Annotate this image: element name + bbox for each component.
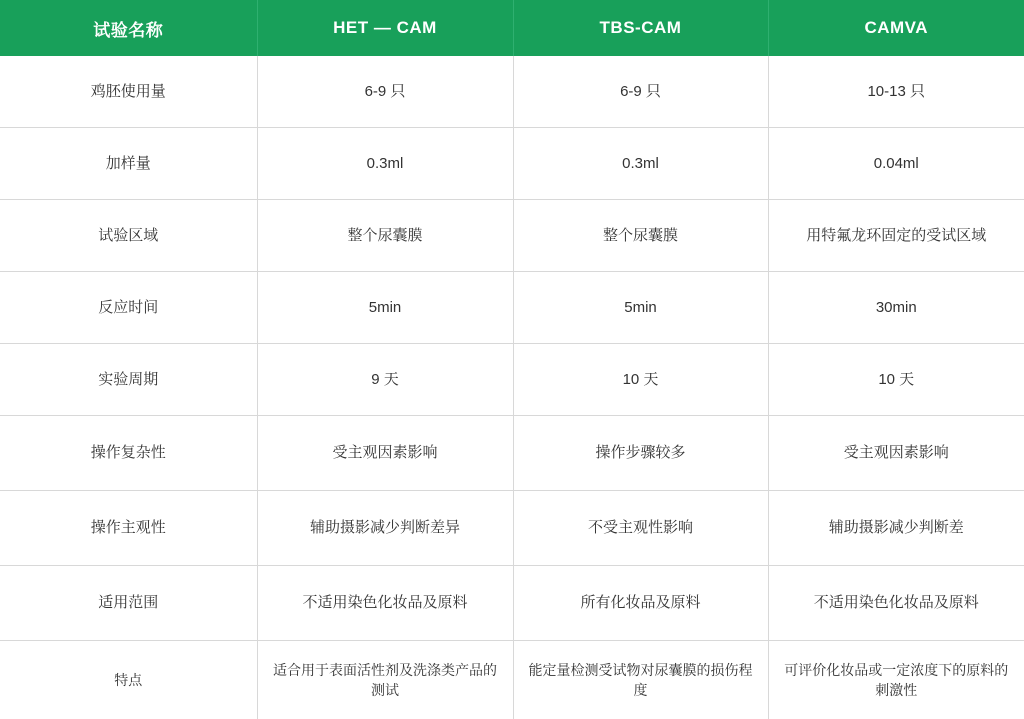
cell-camva: 不适用染色化妆品及原料: [768, 566, 1024, 641]
cell-het-cam: 整个尿囊膜: [257, 200, 513, 272]
row-label: 实验周期: [0, 344, 257, 416]
cell-het-cam: 6-9 只: [257, 56, 513, 128]
cell-camva: 受主观因素影响: [768, 416, 1024, 491]
cell-camva: 0.04ml: [768, 128, 1024, 200]
cell-tbs-cam: 所有化妆品及原料: [513, 566, 768, 641]
cell-het-cam: 辅助摄影减少判断差异: [257, 491, 513, 566]
cell-tbs-cam: 5min: [513, 272, 768, 344]
cell-camva: 用特氟龙环固定的受试区域: [768, 200, 1024, 272]
column-header-het-cam: HET — CAM: [257, 0, 513, 56]
cell-camva: 辅助摄影减少判断差: [768, 491, 1024, 566]
cell-het-cam: 适合用于表面活性剂及洗涤类产品的测试: [257, 641, 513, 719]
cell-camva: 可评价化妆品或一定浓度下的原料的刺激性: [768, 641, 1024, 719]
column-header-test-name: 试验名称: [0, 0, 257, 56]
cell-camva: 10 天: [768, 344, 1024, 416]
row-label: 加样量: [0, 128, 257, 200]
table-row: [0, 641, 1024, 719]
cell-tbs-cam: 0.3ml: [513, 128, 768, 200]
table-row: [0, 416, 1024, 491]
column-header-camva: CAMVA: [768, 0, 1024, 56]
row-label: 操作主观性: [0, 491, 257, 566]
row-label: 鸡胚使用量: [0, 56, 257, 128]
row-label: 特点: [0, 641, 257, 719]
cell-het-cam: 不适用染色化妆品及原料: [257, 566, 513, 641]
table-row: [0, 128, 1024, 200]
cell-tbs-cam: 操作步骤较多: [513, 416, 768, 491]
table-row: [0, 200, 1024, 272]
table-row: [0, 272, 1024, 344]
table-row: [0, 566, 1024, 641]
table-row: [0, 56, 1024, 128]
cell-camva: 30min: [768, 272, 1024, 344]
cell-het-cam: 5min: [257, 272, 513, 344]
column-header-tbs-cam: TBS-CAM: [513, 0, 768, 56]
table-row: [0, 491, 1024, 566]
header-row: [0, 0, 1024, 56]
table-body: [0, 56, 1024, 719]
row-label: 反应时间: [0, 272, 257, 344]
cell-tbs-cam: 不受主观性影响: [513, 491, 768, 566]
cell-camva: 10-13 只: [768, 56, 1024, 128]
cell-tbs-cam: 6-9 只: [513, 56, 768, 128]
cell-tbs-cam: 能定量检测受试物对尿囊膜的损伤程度: [513, 641, 768, 719]
table-header: [0, 0, 1024, 56]
cell-het-cam: 受主观因素影响: [257, 416, 513, 491]
row-label: 操作复杂性: [0, 416, 257, 491]
cell-het-cam: 9 天: [257, 344, 513, 416]
table-row: [0, 344, 1024, 416]
cell-het-cam: 0.3ml: [257, 128, 513, 200]
row-label: 适用范围: [0, 566, 257, 641]
cell-tbs-cam: 10 天: [513, 344, 768, 416]
cell-tbs-cam: 整个尿囊膜: [513, 200, 768, 272]
row-label: 试验区域: [0, 200, 257, 272]
